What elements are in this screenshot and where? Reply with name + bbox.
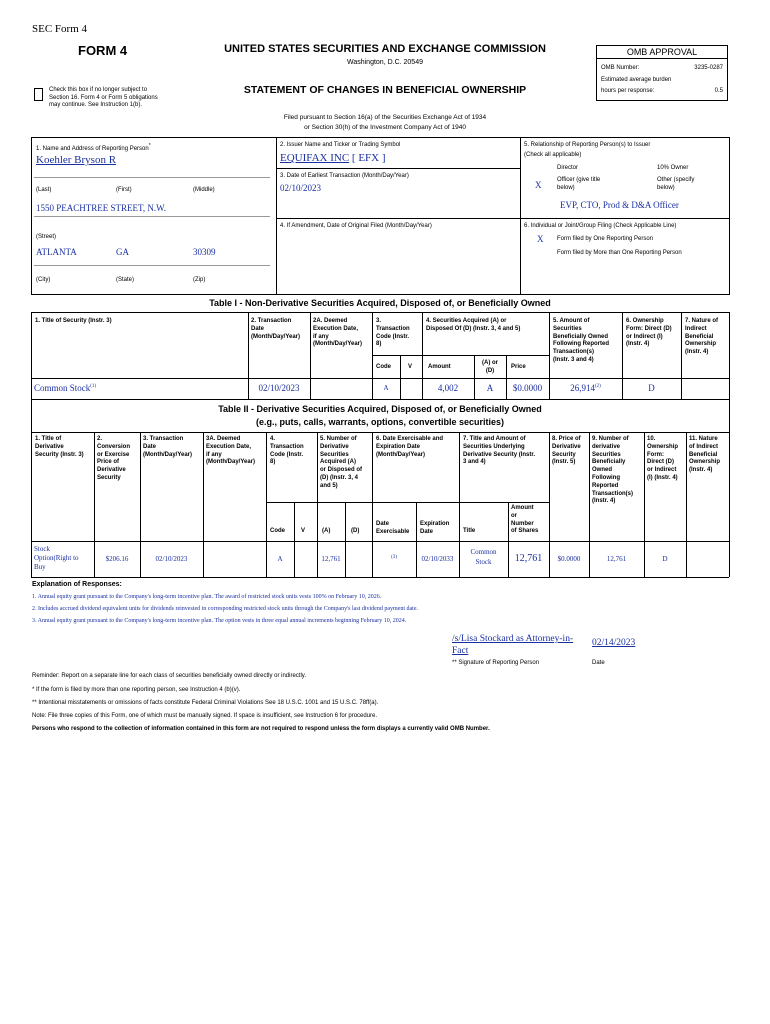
t1-col-line: 7. Nature of: [685, 318, 719, 324]
filing-one-label: Form filed by One Reporting Person: [557, 236, 654, 242]
amendment-label: 4. If Amendment, Date of Original Filed (Month/Day/Year): [280, 223, 432, 229]
t1-col-line: (Instr. 4): [685, 349, 709, 356]
label-star: *: [148, 143, 151, 149]
t2-h: Derivative: [35, 443, 64, 450]
t2-sub-line: Date: [420, 528, 434, 535]
first-label: (First): [116, 187, 132, 193]
officer-label-line: Officer (give title: [557, 177, 601, 183]
t2-h: 1. Title of: [35, 436, 62, 442]
t2-row-derivative-price: $0.0000: [557, 555, 581, 563]
t2-sub-v: V: [301, 528, 306, 534]
t1-col-title-of-security: 1. Title of Security (Instr. 3): [35, 318, 112, 324]
t2-h: 8): [270, 459, 276, 466]
t2-row-shares: 12,761: [514, 553, 543, 564]
t1-col-line: (Month/Day/Year): [251, 333, 301, 340]
last-label: (Last): [36, 187, 52, 193]
t1-col-line: Beneficial: [685, 333, 714, 340]
t2-row-code: A: [277, 555, 283, 563]
table-row: [34, 383, 96, 394]
t2-sub-amount: [511, 505, 538, 536]
table-row: [34, 545, 79, 572]
officer-title: EVP, CTO, Prod & D&A Officer: [560, 200, 679, 210]
middle-label: (Middle): [193, 187, 215, 193]
t2-sub-a: (A): [322, 528, 331, 534]
checkbox-text-line: Section 16. Form 4 or Form 5 obligations: [49, 94, 158, 101]
t2-row-underlying-title: [459, 548, 508, 568]
t2-sub-title: Title: [463, 528, 476, 534]
t2-h: Ownership: [647, 443, 679, 450]
t1-sub-line: (D): [485, 367, 495, 374]
t2-h: Security: [552, 451, 576, 458]
footer-omb-notice: Persons who respond to the collection of information contained in this form are not required to respond unless the form displays a currently valid OMB Number.: [32, 726, 490, 732]
t2-h: 11. Nature: [689, 436, 718, 442]
filed-pursuant-line-1: Filed pursuant to Section 16(a) of the Securities Exchange Act of 1934: [283, 114, 487, 121]
t1-col-line: Indirect: [685, 325, 707, 332]
officer-label: [557, 177, 600, 193]
t2-sub-line: Number: [511, 520, 534, 527]
omb-number-value: 3235-0287: [694, 65, 723, 71]
t2-row-security-line: Option(Right to: [34, 554, 79, 563]
checkbox-text-line: Check this box if no longer subject to: [49, 87, 148, 93]
t2-col-transaction-code: [270, 436, 304, 467]
t2-h: Direct (D): [647, 459, 675, 466]
omb-burden-label: Estimated average burden: [601, 77, 672, 83]
form-title: FORM 4: [78, 43, 128, 58]
issuer-ticker: [ EFX ]: [351, 152, 386, 164]
t2-h: if any: [206, 451, 222, 458]
t2-h: or Disposed of: [320, 467, 363, 474]
t1-row-security: Common Stock: [34, 383, 91, 393]
t2-col-ownership-form: [647, 436, 678, 483]
t1-sub-code: Code: [376, 364, 391, 370]
t1-col-line: 5. Amount of: [553, 318, 590, 324]
t1-row-a-or-d: A: [486, 383, 494, 393]
street-label: (Street): [36, 234, 57, 240]
filing-more-label: Form filed by More than One Reporting Person: [557, 250, 682, 256]
t1-col-line: Form: Direct (D): [626, 325, 672, 332]
t1-col-line: (Instr. 4): [626, 341, 650, 348]
t2-col-title: [35, 436, 84, 459]
footer-reminder: Reminder: Report on a separate line for each class of securities beneficially owned directly or indirectly.: [32, 673, 307, 679]
t2-row-date: 02/10/2023: [155, 555, 188, 563]
filing-one-check-mark[interactable]: X: [537, 234, 544, 244]
t1-sub-price: Price: [511, 364, 526, 370]
t1-row-ownership-form: D: [648, 383, 655, 393]
sec-form-label: SEC Form 4: [32, 23, 88, 35]
t2-h: of Indirect: [689, 443, 719, 450]
no-longer-subject-checkbox[interactable]: [34, 88, 43, 101]
t2-row-title-line: Stock: [475, 557, 492, 566]
t2-col-conversion-price: [97, 436, 130, 483]
t1-col-line: Beneficially Owned: [553, 333, 609, 340]
commission-title: UNITED STATES SECURITIES AND EXCHANGE COMMISSION: [224, 43, 546, 55]
t2-row-title-line: Common: [470, 548, 497, 556]
t2-h: and 5): [320, 482, 338, 489]
footnote-2: 2. Includes accrued dividend equivalent units for dividends reinvested in corresponding restricted stock units through the Company's last dividend payment date.: [32, 606, 418, 612]
t2-h: Transaction: [270, 443, 304, 450]
earliest-transaction-label: 3. Date of Earliest Transaction (Month/Day/Year): [280, 173, 409, 179]
t1-row-owned-footnote[interactable]: (2): [594, 384, 601, 389]
t1-col-line: Code (Instr.: [376, 333, 410, 340]
t1-col-line: Transaction(s): [553, 349, 595, 356]
omb-number-label: OMB Number:: [601, 65, 640, 71]
t2-h: Security: [97, 474, 121, 481]
t2-h: (Month/Day/Year): [143, 451, 193, 458]
signature-label: ** Signature of Reporting Person: [452, 660, 540, 666]
t1-row-date: 02/10/2023: [258, 383, 300, 393]
signature-date: 02/14/2023: [592, 638, 636, 648]
filing-label: 6. Individual or Joint/Group Filing (Check Applicable Line): [524, 223, 677, 229]
t2-h: 6. Date Exercisable and: [376, 436, 444, 442]
t2-h: Following: [592, 474, 620, 481]
t1-col-line: (Instr. 3 and 4): [553, 356, 594, 363]
t2-h: Securities: [592, 451, 621, 458]
t2-row-expiration: 02/10/2033: [421, 555, 454, 563]
t2-h: Code (Instr.: [270, 451, 304, 458]
t2-h: 4.: [270, 436, 276, 442]
t2-sub-d: (D): [351, 528, 360, 534]
t1-col-deemed-execution: [313, 318, 362, 349]
t2-h: 9. Number of: [592, 436, 629, 442]
t2-h: (Month/Day/Year): [376, 451, 426, 458]
t1-col-line: 4. Securities Acquired (A) or: [426, 318, 507, 324]
t2-h: (D) (Instr. 3, 4: [320, 474, 359, 481]
t1-sub-amount: Amount: [428, 364, 451, 370]
t2-h: or Indirect: [647, 467, 677, 474]
omb-title: OMB APPROVAL: [597, 46, 727, 59]
t1-sub-line: (A) or: [482, 360, 498, 366]
t2-col-number-derivative: [320, 436, 362, 491]
t2-h: Beneficially: [592, 459, 626, 466]
t2-sub-line: or: [511, 512, 517, 519]
t2-h: Form:: [647, 451, 664, 458]
t2-col-price: [552, 436, 581, 467]
t2-col-number-owned: [592, 436, 633, 506]
t2-row-owned: 12,761: [606, 555, 627, 563]
footnote-3: 3. Annual equity grant pursuant to the Company's long-term incentive plan. The option vests in three equal annual increments beginning February 10, 2024.: [32, 618, 407, 624]
footnote-1: 1. Annual equity grant pursuant to the Company's long-term incentive plan. The award of restricted stock units vests 100% on February 10, 2026.: [32, 594, 382, 600]
filed-pursuant-line-2: or Section 30(h) of the Investment Company Act of 1940: [304, 124, 466, 131]
t2-h: Acquired (A): [320, 459, 356, 466]
t2-col-nature-ownership: [689, 436, 720, 475]
t2-h: Transaction(s): [592, 490, 634, 497]
t2-row-security-line: Stock: [34, 545, 50, 553]
table1-title: Table I - Non-Derivative Securities Acquired, Disposed of, or Beneficially Owned: [209, 298, 551, 308]
t1-col-line: 6. Ownership: [626, 318, 664, 324]
statement-title: STATEMENT OF CHANGES IN BENEFICIAL OWNERSHIP: [243, 84, 527, 96]
reporting-person-label-text: 1. Name and Address of Reporting Person: [36, 146, 149, 152]
t1-col-transaction-date: [251, 318, 300, 341]
t2-h: Beneficial: [689, 451, 718, 458]
t1-col-line: Ownership: [685, 341, 717, 348]
t2-sub-line: Expiration: [420, 521, 450, 527]
t2-h: 3 and 4): [463, 459, 486, 466]
t1-col-line: Date: [251, 325, 265, 332]
t1-sub-a-or-d: [474, 360, 506, 376]
officer-check-mark[interactable]: X: [535, 180, 542, 190]
t2-h: Securities: [320, 451, 349, 458]
state-label: (State): [116, 277, 135, 283]
t2-h: (I) (Instr. 4): [647, 474, 678, 481]
issuer-name-ticker: [280, 152, 386, 165]
t1-sub-v: V: [408, 364, 413, 370]
t2-h: 3. Transaction: [143, 436, 184, 442]
t1-row-price: $0.0000: [512, 383, 543, 393]
t1-col-line: 2A. Deemed: [313, 318, 348, 324]
footer-multiple-persons: * If the form is filed by more than one reporting person, see Instruction 4 (b)(v).: [32, 687, 241, 693]
t2-h: 2.: [97, 436, 103, 442]
t2-h: Securities Underlying: [463, 443, 525, 450]
t1-col-securities-acquired: [426, 318, 520, 334]
t2-h: 8. Price of: [552, 436, 581, 442]
t1-col-line: Following Reported: [553, 341, 609, 348]
t2-col-title-amount: [463, 436, 535, 467]
t2-h: 10.: [647, 436, 656, 442]
t1-col-line: or Indirect (I): [626, 333, 663, 340]
state-value: GA: [116, 247, 129, 257]
t2-sub-line: of Shares: [511, 528, 539, 535]
signature-line: /s/Lisa Stockard as Attorney-in-: [452, 634, 574, 644]
t2-h: Reported: [592, 482, 619, 489]
t1-row-owned: [549, 383, 622, 394]
t1-col-line: Execution Date,: [313, 325, 359, 332]
t1-col-nature-of-ownership: [685, 318, 718, 357]
t2-sub-line: Date: [376, 521, 390, 527]
t1-col-line: (Month/Day/Year): [313, 341, 363, 348]
signature-line: Fact: [452, 646, 469, 657]
signature-date-label: Date: [592, 660, 605, 666]
street-address: 1550 PEACHTREE STREET, N.W.: [36, 203, 166, 213]
t2-sub-exercisable: [376, 521, 409, 537]
other-label-line: below): [657, 184, 675, 191]
t1-row-owned-value: 26,914: [570, 383, 595, 393]
reporting-person-name[interactable]: Koehler Bryson R: [36, 154, 117, 166]
ten-percent-owner-label: 10% Owner: [657, 165, 689, 171]
t2-h: Security (Instr. 3): [35, 451, 84, 458]
t2-col-date-exercisable: [376, 436, 443, 459]
commission-location: Washington, D.C. 20549: [346, 59, 423, 66]
t2-sub-line: Exercisable: [376, 528, 410, 535]
relationship-check-label: (Check all applicable): [524, 152, 582, 158]
t2-h: 5. Number of: [320, 436, 357, 442]
other-label-line: Other (specify: [657, 177, 695, 183]
t2-h: Derivative: [552, 443, 581, 450]
t2-h: or Exercise: [97, 451, 130, 458]
t2-col-transaction-date: [143, 436, 192, 459]
t1-col-line: Transaction: [376, 325, 410, 332]
t2-h: (Instr. 4): [689, 467, 713, 474]
officer-label-line: below): [557, 184, 575, 191]
zip-value: 30309: [193, 247, 216, 257]
t2-row-acquired: 12,761: [321, 555, 341, 563]
checkbox-text-line: may continue. See Instruction 1(b).: [49, 102, 143, 108]
t1-col-line: Securities: [553, 325, 582, 332]
omb-approval-box: [596, 45, 728, 101]
t1-col-ownership-form: [626, 318, 672, 349]
director-label: Director: [557, 165, 579, 171]
t2-row-exercisable-footnote[interactable]: (3): [391, 555, 397, 560]
issuer-name[interactable]: EQUIFAX INC: [280, 152, 350, 164]
t1-col-transaction-code: [376, 318, 410, 349]
city-value: ATLANTA: [36, 247, 77, 257]
explanation-title: Explanation of Responses:: [32, 581, 122, 588]
omb-hours-value: 0.5: [714, 88, 723, 94]
t2-h: Conversion: [97, 443, 131, 450]
t2-h: 7. Title and Amount of: [463, 436, 526, 442]
t1-row-amount: 4,002: [437, 383, 459, 393]
t1-col-amount-owned: [553, 318, 609, 365]
t2-h: Derivative: [320, 443, 349, 450]
t2-h: Expiration Date: [376, 443, 421, 450]
t2-h: Owned: [592, 467, 613, 474]
reporting-person-label: [36, 143, 151, 153]
t2-h: Derivative Security (Instr.: [463, 451, 536, 458]
footer-misstatements: ** Intentional misstatements or omissions of facts constitute Federal Criminal Violations See 18 U.S.C. 1001 and 15 U.S.C. 78ff(a).: [32, 700, 379, 706]
earliest-transaction-date: 02/10/2023: [280, 183, 322, 193]
city-label: (City): [36, 277, 51, 283]
t2-sub-code: Code: [270, 528, 285, 534]
t2-h: 3A. Deemed: [206, 436, 241, 442]
signature-name[interactable]: [452, 633, 573, 658]
t2-h: (Instr. 4): [592, 498, 616, 505]
t2-h: Derivative: [97, 467, 126, 474]
t2-h: (Month/Day/Year): [206, 459, 256, 466]
t2-h: Execution Date,: [206, 443, 252, 450]
zip-label: (Zip): [193, 277, 206, 283]
t2-col-deemed-execution: [206, 436, 255, 467]
t1-row-code: A: [383, 384, 389, 392]
t2-sub-expiration: [420, 521, 449, 537]
t2-row-exercise-price: $206.16: [105, 555, 129, 563]
t2-sub-line: Amount: [511, 505, 534, 511]
checkbox-instructions: [49, 87, 158, 110]
table2-subtitle: (e.g., puts, calls, warrants, options, convertible securities): [255, 417, 505, 427]
t1-row-security-footnote[interactable]: (1): [90, 384, 97, 389]
t1-col-line: 2. Transaction: [251, 318, 292, 324]
t1-col-line: 3.: [376, 318, 382, 324]
t1-col-line: if any: [313, 333, 329, 340]
t2-h: Price of: [97, 459, 120, 466]
issuer-label: 2. Issuer Name and Ticker or Trading Symbol: [280, 142, 401, 148]
other-label: [657, 177, 694, 193]
t2-h: (Instr. 5): [552, 459, 576, 466]
t2-row-ownership-form: D: [662, 555, 668, 563]
t2-h: Date: [143, 443, 157, 450]
t2-h: derivative: [592, 443, 621, 450]
t1-col-line: 8): [376, 341, 382, 348]
table2-title: Table II - Derivative Securities Acquired, Disposed of, or Beneficially Owned: [218, 404, 542, 414]
relationship-label: 5. Relationship of Reporting Person(s) to Issuer: [524, 142, 651, 148]
t2-h: Ownership: [689, 459, 721, 466]
omb-hours-label: hours per response:: [601, 88, 655, 94]
t1-col-line: Disposed Of (D) (Instr. 3, 4 and 5): [426, 325, 521, 332]
footer-note: Note: File three copies of this Form, one of which must be manually signed. If space is insufficient, see Instruction 6 for procedure.: [32, 713, 378, 719]
t2-row-security-line: Buy: [34, 563, 46, 572]
